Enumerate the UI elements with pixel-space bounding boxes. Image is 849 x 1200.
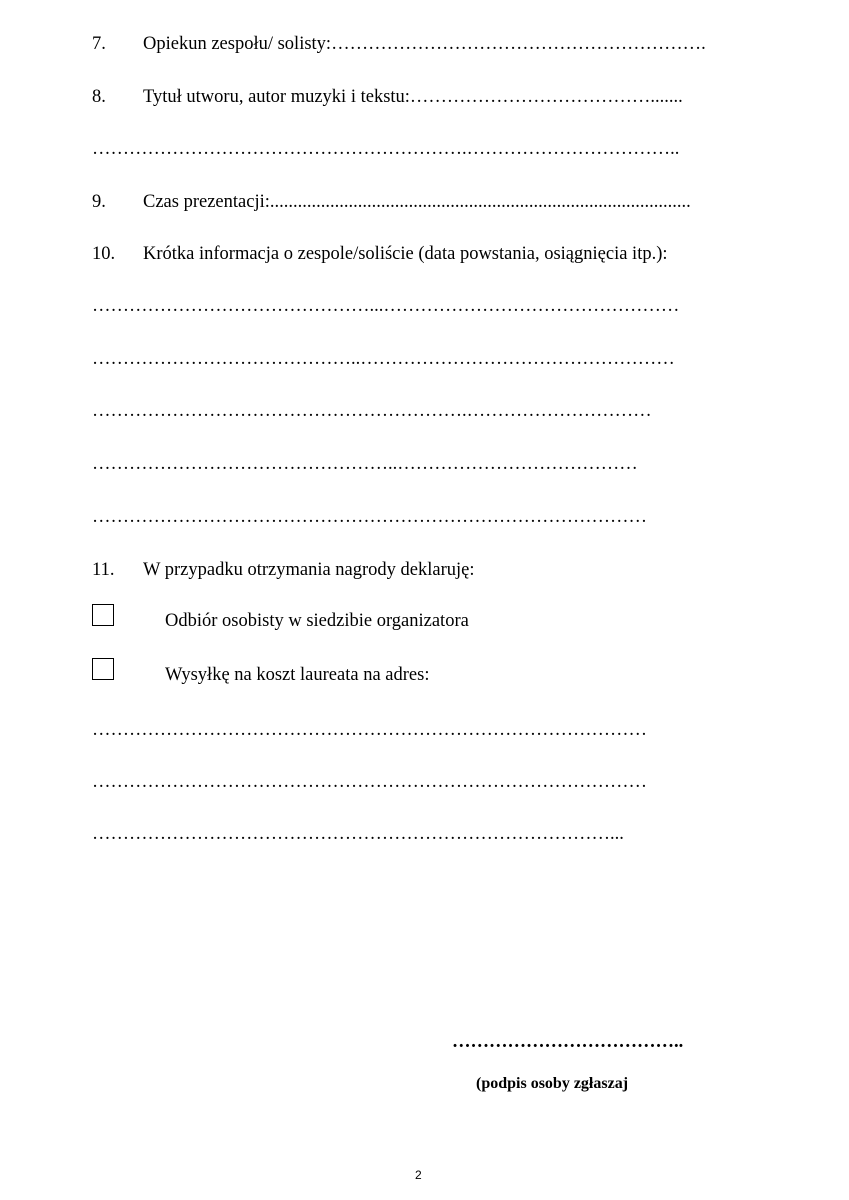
item-8-label: Tytuł utworu, autor muzyki i tekstu:…………………………………....... xyxy=(143,87,683,107)
item-11-number: 11. xyxy=(92,560,115,580)
item-10-number: 10. xyxy=(92,244,116,264)
item-8-number: 8. xyxy=(92,87,106,107)
checkbox-shipping[interactable] xyxy=(92,658,114,680)
item-9-number: 9. xyxy=(92,192,106,212)
page-number: 2 xyxy=(415,1168,422,1182)
signature-label: (podpis osoby zgłaszaj xyxy=(476,1075,629,1092)
info-dot-line-2: ……………………………………..…………………………………………… xyxy=(92,349,675,369)
checkbox-personal-pickup[interactable] xyxy=(92,604,114,626)
address-dot-line-3: …………………………………………………………………………... xyxy=(92,824,624,844)
address-dot-line-1: ……………………………………………………………………………… xyxy=(92,720,647,740)
option-personal-pickup-label: Odbiór osobisty w siedzibie organizatora xyxy=(165,611,469,631)
item-9-label: Czas prezentacji:........................................................................................... xyxy=(143,192,691,212)
option-shipping-label: Wysyłkę na koszt laureata na adres: xyxy=(165,665,430,685)
info-dot-line-5: ……………………………………………………………………………… xyxy=(92,507,647,527)
signature-line: ……………………………….. xyxy=(452,1032,684,1052)
item-7-label: Opiekun zespołu/ solisty:……………………………………………………. xyxy=(143,34,706,54)
item-11-label: W przypadku otrzymania nagrody deklaruję: xyxy=(143,560,475,580)
info-dot-line-3: …………………………………………………….………………………… xyxy=(92,401,652,421)
address-dot-line-2: ……………………………………………………………………………… xyxy=(92,772,647,792)
item-8-continuation-dots: …………………………………………………….…………………………….. xyxy=(92,139,680,159)
info-dot-line-1: ………………………………………...………………………………………… xyxy=(92,296,680,316)
item-7-number: 7. xyxy=(92,34,106,54)
info-dot-line-4: …………………………………………..………………………………… xyxy=(92,454,638,474)
item-10-label: Krótka informacja o zespole/soliście (data powstania, osiągnięcia itp.): xyxy=(143,244,668,264)
